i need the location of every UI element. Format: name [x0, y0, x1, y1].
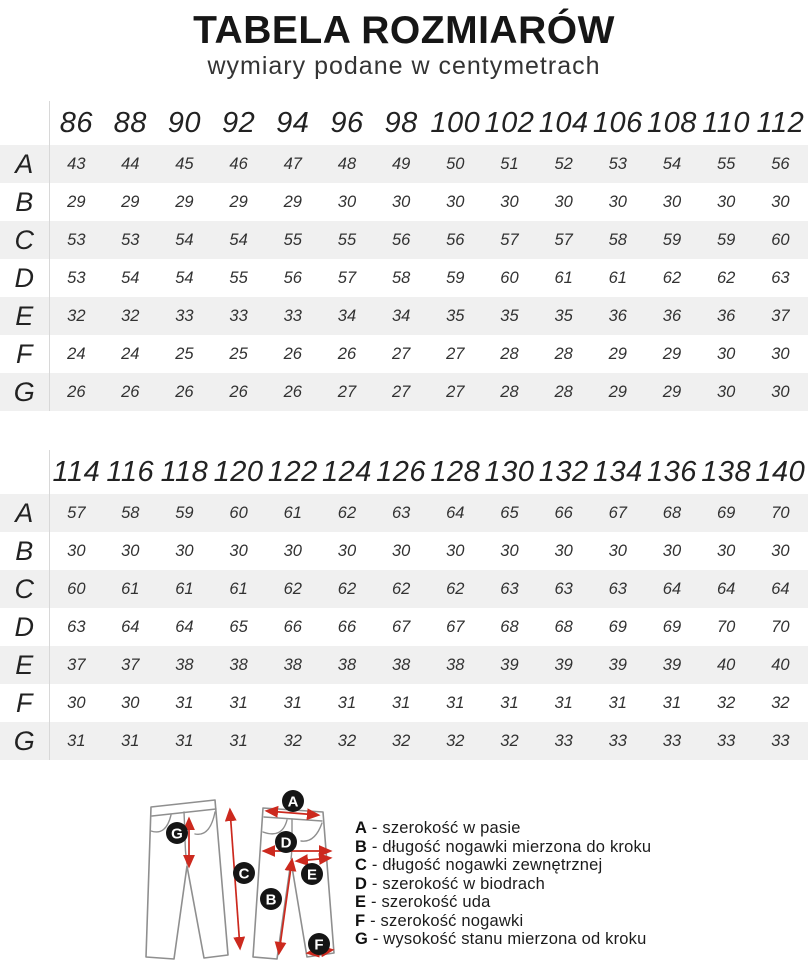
measurement-cell: 30 — [771, 344, 790, 363]
measurement-cell: 28 — [500, 344, 519, 363]
legend-item-letter: B — [355, 837, 368, 856]
size-column-header: 134 — [591, 450, 645, 494]
measurement-cell: 31 — [175, 731, 194, 750]
page-subtitle: wymiary podane w centymetrach — [207, 52, 601, 80]
measurement-cell: 61 — [608, 268, 627, 287]
measurement-cell: 56 — [771, 154, 790, 173]
legend-item-letter: G — [355, 930, 369, 948]
measurement-cell: 54 — [662, 154, 682, 173]
measurement-cell: 69 — [716, 503, 736, 522]
measurement-cell: 26 — [283, 344, 302, 363]
measurement-cell: 28 — [554, 344, 573, 363]
legend-item: B - długość nogawki mierzona do kroku — [355, 837, 652, 856]
measurement-cell: 26 — [337, 344, 357, 363]
measurement-cell: 68 — [662, 503, 682, 522]
measurement-cell: 59 — [716, 230, 736, 249]
measurement-cell: 31 — [554, 693, 573, 712]
measurement-cell: 67 — [608, 503, 627, 522]
measurement-cell: 39 — [554, 655, 573, 674]
measurement-row — [0, 221, 808, 259]
measurement-cell: 30 — [67, 541, 86, 560]
measurement-cell: 38 — [337, 655, 357, 674]
measurement-cell: 57 — [500, 230, 519, 249]
measurement-cell: 56 — [283, 268, 302, 287]
measurement-cell: 29 — [229, 192, 248, 211]
measurement-cell: 30 — [608, 192, 627, 211]
badge-f — [308, 933, 330, 955]
legend-item-letter: D — [355, 874, 368, 893]
measurement-cell: 63 — [500, 579, 519, 598]
measurement-cell: 30 — [337, 541, 357, 560]
measurement-cell: 66 — [554, 503, 573, 522]
measurement-row-label: A — [0, 145, 49, 183]
measurement-cell: 50 — [446, 154, 465, 173]
size-column-header: 122 — [266, 450, 320, 494]
measurement-cell: 30 — [446, 192, 465, 211]
measurement-cell: 38 — [391, 655, 411, 674]
size-column-header: 130 — [482, 450, 536, 494]
measurement-cell: 30 — [771, 192, 790, 211]
measurement-cell: 30 — [500, 192, 519, 211]
measurement-cell: 54 — [229, 230, 248, 249]
measurement-cell: 31 — [608, 693, 627, 712]
measurement-cell: 30 — [771, 541, 790, 560]
measurement-cell: 60 — [229, 503, 248, 522]
measurement-cell: 49 — [391, 154, 411, 173]
measurement-cell: 27 — [446, 344, 465, 363]
measurement-cell: 52 — [554, 154, 573, 173]
legend-item-letter: E — [355, 893, 367, 911]
measurement-cell: 55 — [229, 268, 248, 287]
svg-text:G: G — [171, 825, 183, 843]
size-column-header: 92 — [212, 101, 266, 145]
measurement-cell: 26 — [283, 382, 302, 401]
badge-e — [301, 863, 323, 885]
measurement-cell: 32 — [283, 731, 302, 750]
legend-item-letter: C — [355, 856, 368, 874]
size-column-header: 126 — [374, 450, 428, 494]
size-column-header: 94 — [266, 101, 320, 145]
measurement-cell: 64 — [121, 617, 140, 636]
measurement-cell: 27 — [337, 382, 357, 401]
svg-text:C: C — [238, 865, 250, 883]
measurement-cell: 53 — [67, 268, 86, 287]
measurement-cell: 25 — [175, 344, 194, 363]
measurement-cell: 63 — [67, 617, 86, 636]
measurement-cell: 32 — [337, 731, 357, 750]
measurement-cell: 30 — [121, 541, 140, 560]
measurement-cell: 68 — [500, 617, 519, 636]
measurement-row — [0, 183, 808, 221]
badge-d — [275, 831, 297, 853]
measurement-cell: 30 — [121, 693, 140, 712]
measurement-cell: 27 — [446, 382, 465, 401]
measurement-cell: 53 — [608, 154, 627, 173]
measurement-cell: 60 — [67, 579, 86, 598]
measurement-row — [0, 570, 808, 608]
measurement-cell: 32 — [391, 731, 411, 750]
measurement-row — [0, 335, 808, 373]
measurement-cell: 27 — [391, 344, 411, 363]
size-column-header: 100 — [428, 101, 482, 145]
size-column-header: 116 — [103, 450, 157, 494]
measurement-cell: 62 — [662, 268, 682, 287]
measurement-row-label: E — [0, 646, 49, 684]
legend-item: D - szerokość w biodrach — [355, 874, 546, 893]
measurement-cell: 37 — [121, 655, 140, 674]
measurement-cell: 30 — [391, 192, 411, 211]
measurement-cell: 29 — [67, 192, 86, 211]
measurement-cell: 56 — [446, 230, 465, 249]
svg-text:A: A — [287, 793, 299, 811]
measurement-cell: 70 — [716, 617, 736, 636]
measurement-cell: 58 — [608, 230, 627, 249]
measurement-cell: 67 — [446, 617, 465, 636]
measurement-row — [0, 684, 808, 722]
measurement-cell: 29 — [175, 192, 194, 211]
measurement-cell: 30 — [554, 192, 573, 211]
measurement-cell: 63 — [391, 503, 411, 522]
measurement-cell: 68 — [554, 617, 573, 636]
measurement-cell: 31 — [446, 693, 465, 712]
measurement-cell: 64 — [716, 579, 736, 598]
measurement-cell: 30 — [716, 541, 736, 560]
size-column-header: 90 — [157, 101, 211, 145]
size-column-header: 108 — [645, 101, 699, 145]
measurement-cell: 55 — [283, 230, 302, 249]
size-column-header: 120 — [212, 450, 266, 494]
measurement-cell: 37 — [67, 655, 86, 674]
measurement-cell: 46 — [229, 154, 248, 173]
measurement-cell: 31 — [67, 731, 86, 750]
measurement-cell: 38 — [229, 655, 248, 674]
measurement-cell: 29 — [283, 192, 302, 211]
measurement-cell: 24 — [121, 344, 140, 363]
measurement-cell: 57 — [67, 503, 86, 522]
measurement-cell: 31 — [662, 693, 682, 712]
size-column-header: 98 — [374, 101, 428, 145]
measurement-cell: 61 — [554, 268, 573, 287]
measurement-cell: 63 — [608, 579, 627, 598]
measurement-cell: 67 — [391, 617, 411, 636]
measurement-row — [0, 494, 808, 532]
measurement-cell: 31 — [229, 693, 248, 712]
measurement-cell: 33 — [283, 306, 302, 325]
legend-item-letter: A — [355, 819, 368, 837]
measurement-cell: 29 — [608, 344, 627, 363]
measurement-row-label: A — [0, 494, 49, 532]
measurement-row — [0, 532, 808, 570]
measurement-cell: 48 — [337, 154, 357, 173]
measurement-cell: 38 — [175, 655, 194, 674]
measurement-row — [0, 722, 808, 760]
measurement-cell: 27 — [391, 382, 411, 401]
measurement-cell: 30 — [608, 541, 627, 560]
measurement-cell: 69 — [608, 617, 627, 636]
measurement-cell: 26 — [229, 382, 248, 401]
measurement-cell: 47 — [283, 154, 302, 173]
measurement-cell: 38 — [446, 655, 465, 674]
measurement-cell: 55 — [716, 154, 736, 173]
measurement-row — [0, 145, 808, 183]
measurement-cell: 32 — [716, 693, 736, 712]
size-column-header: 132 — [537, 450, 591, 494]
measurement-row — [0, 259, 808, 297]
measurement-cell: 63 — [554, 579, 573, 598]
measurement-row-label: G — [0, 373, 49, 411]
measurement-row-label: D — [0, 259, 49, 297]
measurement-cell: 31 — [229, 731, 248, 750]
measurement-cell: 53 — [67, 230, 86, 249]
measurement-cell: 34 — [337, 306, 357, 325]
measurement-cell: 65 — [500, 503, 519, 522]
measurement-cell: 44 — [121, 154, 140, 173]
measurement-cell: 69 — [662, 617, 682, 636]
measurement-cell: 53 — [121, 230, 140, 249]
measurement-cell: 36 — [662, 306, 682, 325]
measurement-cell: 33 — [554, 731, 573, 750]
measurement-cell: 58 — [391, 268, 411, 287]
measurement-cell: 56 — [391, 230, 411, 249]
size-column-header: 118 — [157, 450, 211, 494]
measurement-cell: 31 — [175, 693, 194, 712]
measurement-row-label: C — [0, 570, 49, 608]
measurement-cell: 57 — [554, 230, 573, 249]
measurement-cell: 32 — [121, 306, 140, 325]
measurement-cell: 54 — [175, 268, 194, 287]
measurement-cell: 28 — [554, 382, 573, 401]
legend-item: E - szerokość uda — [355, 893, 491, 911]
measurement-row-label: F — [0, 684, 49, 722]
measurement-cell: 60 — [771, 230, 790, 249]
measurement-cell: 51 — [500, 154, 519, 173]
size-column-header: 136 — [645, 450, 699, 494]
measurement-cell: 30 — [771, 382, 790, 401]
measurement-cell: 24 — [67, 344, 86, 363]
legend-list — [355, 819, 651, 949]
size-column-header: 104 — [537, 101, 591, 145]
legend-item: F - szerokość nogawki — [355, 911, 524, 930]
size-column-header: 96 — [320, 101, 374, 145]
measurement-cell: 61 — [283, 503, 302, 522]
measurement-cell: 30 — [716, 344, 736, 363]
badge-b — [260, 888, 282, 910]
measurement-cell: 30 — [500, 541, 519, 560]
measurement-row-label: C — [0, 221, 49, 259]
measurement-cell: 66 — [337, 617, 357, 636]
pants-left-outline — [146, 800, 228, 959]
measurement-cell: 43 — [67, 154, 86, 173]
measurement-cell: 30 — [554, 541, 573, 560]
measurement-cell: 31 — [391, 693, 411, 712]
measurement-cell: 62 — [337, 503, 357, 522]
measurement-cell: 39 — [662, 655, 682, 674]
svg-text:D: D — [280, 834, 292, 852]
measurement-cell: 32 — [446, 731, 465, 750]
measurement-cell: 62 — [716, 268, 736, 287]
measurement-cell: 63 — [771, 268, 790, 287]
legend-item: A - szerokość w pasie — [355, 819, 521, 837]
measurement-row-label: G — [0, 722, 49, 760]
measurement-cell: 64 — [771, 579, 790, 598]
measurement-cell: 62 — [337, 579, 357, 598]
measurement-cell: 33 — [716, 731, 736, 750]
measurement-row-label: B — [0, 532, 49, 570]
size-column-header: 138 — [699, 450, 753, 494]
measurement-cell: 62 — [446, 579, 465, 598]
measurement-cell: 33 — [229, 306, 248, 325]
measurement-row-label: E — [0, 297, 49, 335]
measurement-cell: 30 — [175, 541, 194, 560]
measurement-cell: 30 — [446, 541, 465, 560]
measurement-cell: 36 — [716, 306, 736, 325]
measurement-cell: 34 — [391, 306, 411, 325]
measurement-cell: 60 — [500, 268, 519, 287]
table-corner-cell — [0, 450, 49, 494]
measurement-cell: 30 — [229, 541, 248, 560]
measurement-cell: 30 — [662, 541, 682, 560]
measurement-cell: 28 — [500, 382, 519, 401]
measurement-cell: 54 — [175, 230, 194, 249]
measurement-cell: 33 — [175, 306, 194, 325]
measurement-row — [0, 608, 808, 646]
measurement-cell: 59 — [175, 503, 194, 522]
measurement-cell: 30 — [716, 382, 736, 401]
measurement-cell: 40 — [716, 655, 736, 674]
svg-text:F: F — [314, 936, 324, 954]
measurement-cell: 31 — [121, 731, 140, 750]
svg-text:E: E — [306, 866, 318, 884]
size-column-header: 110 — [699, 101, 753, 145]
measurement-cell: 32 — [771, 693, 790, 712]
measurement-cell: 57 — [337, 268, 357, 287]
measurement-cell: 30 — [391, 541, 411, 560]
size-column-header: 102 — [482, 101, 536, 145]
size-column-header: 86 — [49, 101, 103, 145]
measurement-row-label: F — [0, 335, 49, 373]
measurement-row — [0, 373, 808, 411]
measurement-cell: 54 — [121, 268, 140, 287]
measurement-cell: 37 — [771, 306, 790, 325]
measurement-cell: 70 — [771, 503, 790, 522]
measurement-row-label: D — [0, 608, 49, 646]
size-table-86-112 — [0, 101, 808, 411]
measurement-cell: 26 — [121, 382, 140, 401]
measurement-row — [0, 646, 808, 684]
measurement-cell: 70 — [771, 617, 790, 636]
measurement-cell: 33 — [662, 731, 682, 750]
legend-item: C - długość nogawki zewnętrznej — [355, 856, 603, 874]
measurement-cell: 59 — [446, 268, 465, 287]
badge-c — [233, 862, 255, 884]
measurement-cell: 31 — [500, 693, 519, 712]
size-column-header: 140 — [753, 450, 807, 494]
measurement-cell: 62 — [283, 579, 302, 598]
measurement-cell: 32 — [67, 306, 86, 325]
measurement-cell: 35 — [500, 306, 519, 325]
measurement-cell: 66 — [283, 617, 302, 636]
measurement-cell: 30 — [67, 693, 86, 712]
badge-g — [166, 822, 188, 844]
measurement-cell: 62 — [391, 579, 411, 598]
measurement-cell: 39 — [608, 655, 627, 674]
measurement-cell: 39 — [500, 655, 519, 674]
measurement-guide — [0, 775, 808, 971]
measurement-cell: 29 — [121, 192, 140, 211]
measurement-cell: 65 — [229, 617, 248, 636]
measurement-cell: 35 — [446, 306, 465, 325]
measurement-cell: 30 — [716, 192, 736, 211]
measurement-cell: 30 — [283, 541, 302, 560]
measurement-cell: 29 — [608, 382, 627, 401]
measurement-cell: 64 — [446, 503, 465, 522]
measurement-cell: 26 — [67, 382, 86, 401]
measurement-cell: 59 — [662, 230, 682, 249]
size-column-header: 124 — [320, 450, 374, 494]
table-corner-cell — [0, 101, 49, 145]
measurement-cell: 30 — [337, 192, 357, 211]
size-column-header: 128 — [428, 450, 482, 494]
legend-item: G - wysokość stanu mierzona od kroku — [355, 930, 647, 948]
measurement-cell: 29 — [662, 382, 682, 401]
measurement-cell: 58 — [121, 503, 140, 522]
measurement-cell: 36 — [608, 306, 627, 325]
measurement-cell: 30 — [662, 192, 682, 211]
svg-text:B: B — [265, 891, 277, 909]
size-column-header: 88 — [103, 101, 157, 145]
size-column-header: 106 — [591, 101, 645, 145]
size-table-114-140 — [0, 450, 808, 760]
size-column-header: 114 — [49, 450, 103, 494]
measurement-cell: 29 — [662, 344, 682, 363]
measurement-cell: 25 — [229, 344, 248, 363]
page-header — [0, 0, 808, 81]
measurement-row — [0, 297, 808, 335]
measurement-cell: 26 — [175, 382, 194, 401]
measurement-cell: 64 — [662, 579, 682, 598]
measurement-cell: 33 — [771, 731, 790, 750]
measurement-cell: 38 — [283, 655, 302, 674]
measurement-cell: 40 — [771, 655, 790, 674]
measurement-cell: 31 — [283, 693, 302, 712]
page-title: TABELA ROZMIARÓW — [193, 9, 615, 52]
measurement-cell: 64 — [175, 617, 194, 636]
badge-a — [282, 790, 304, 812]
measurement-cell: 35 — [554, 306, 573, 325]
measurement-cell: 61 — [175, 579, 194, 598]
measurement-cell: 32 — [500, 731, 519, 750]
size-column-header: 112 — [753, 101, 807, 145]
measurement-cell: 45 — [175, 154, 194, 173]
measurement-row-label: B — [0, 183, 49, 221]
measurement-cell: 61 — [229, 579, 248, 598]
measurement-cell: 61 — [121, 579, 140, 598]
measurement-cell: 33 — [608, 731, 627, 750]
measurement-cell: 55 — [337, 230, 357, 249]
legend-item-letter: F — [355, 911, 366, 930]
measurement-cell: 31 — [337, 693, 357, 712]
